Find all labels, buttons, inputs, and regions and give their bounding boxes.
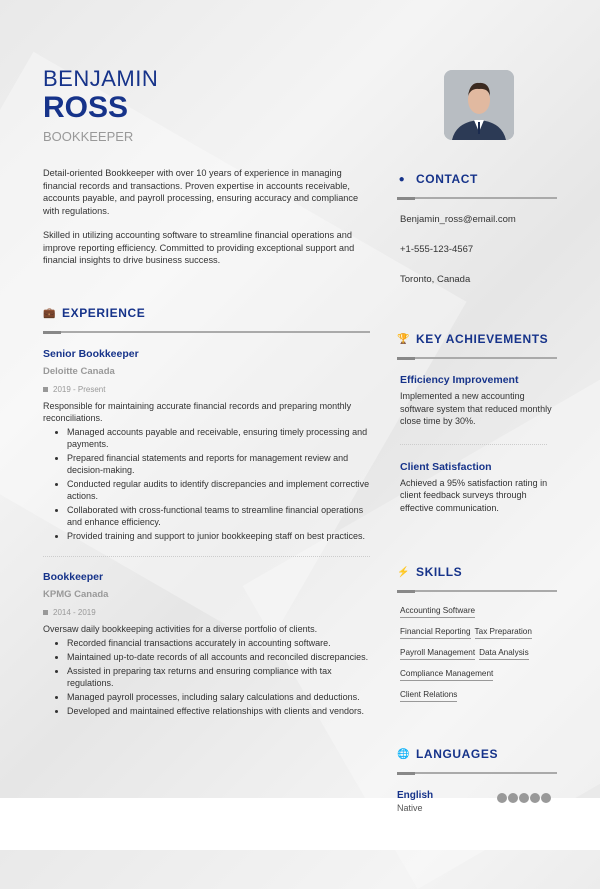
summary-paragraph: Detail-oriented Bookkeeper with over 10 years of experience in managing financial records and transactions. Proven expertise in accounts receivable, accounts payable, and payroll processing, ensuring accuracy and compliance with regulations. [43,168,359,216]
phone[interactable]: +1-555-123-4567 [400,244,474,255]
dates [43,608,370,617]
skill-tag: Accounting Software [400,606,475,618]
briefcase-icon: 💼 [43,307,57,319]
achievement [400,374,557,428]
job-title: BOOKKEEPER [43,129,134,144]
divider [397,357,557,359]
rating-dot [530,793,540,803]
skill-tag: Client Relations [400,690,457,702]
job-description: Responsible for maintaining accurate financial records and preparing monthly reconciliations. [43,401,352,423]
section-title: EXPERIENCE [62,306,146,320]
bullet: • Conducted regular audits to identify discrepancies and implement corrective actions. [67,478,370,502]
company: KPMG Canada [43,589,109,600]
bullet-list [67,637,370,717]
first-name: BENJAMIN [43,66,159,91]
bullet: • Maintained up-to-date records of all accounts and reconciled discrepancies. [67,651,370,663]
contact-section [397,172,557,285]
bullet: • Provided training and support to junior bookkeeping staff on best practices. [67,530,370,542]
divider [400,444,547,445]
achievement-title: Efficiency Improvement [400,374,519,386]
section-heading [397,747,557,761]
language-level: Native [397,803,423,813]
skills-section [397,565,557,702]
rating-dot [541,793,551,803]
divider [43,331,370,333]
bullet: • Developed and maintained effective relationships with clients and vendors. [67,705,370,717]
bullet: • Recorded financial transactions accurately in accounting software. [67,637,370,649]
section-heading [397,332,557,346]
profile-photo [444,70,514,140]
language-name: English [397,790,434,801]
section-heading [43,306,370,320]
achievement-text: Implemented a new accounting software system that reduced monthly close time by 30%. [400,391,552,426]
achievement-text: Achieved a 95% satisfaction rating in client feedback surveys through effective communication. [400,477,548,513]
job-entry [43,571,370,717]
job-description: Oversaw daily bookkeeping activities for a diverse portfolio of clients. [43,624,318,634]
section-title: KEY ACHIEVEMENTS [416,332,549,346]
trophy-icon: 🏆 [397,333,411,345]
skill-tag: Tax Preparation [475,627,532,639]
divider [397,772,557,774]
divider [397,590,557,592]
date-range: 2019 - Present [53,385,106,394]
bullet: • Prepared financial statements and reports for management review and decision-making. [67,452,370,476]
bullet: • Collaborated with cross-functional teams to streamline financial operations and enhance efficiency. [67,504,370,528]
skill-tag: Financial Reporting [400,627,471,639]
bullet: • Managed accounts payable and receivable, ensuring timely processing and payments. [67,426,370,450]
section-heading [397,172,557,186]
bullet-list [67,426,370,542]
globe-icon: 🌐 [397,748,411,760]
job-title: Bookkeeper [43,571,104,583]
company: Deloitte Canada [43,366,115,377]
calendar-icon [43,610,48,615]
last-name: ROSS [43,91,129,124]
bullet: • Assisted in preparing tax returns and ensuring compliance with tax regulations. [67,665,370,689]
section-title: SKILLS [416,565,463,579]
summary-paragraph: Skilled in utilizing accounting software to streamline financial operations and improve reporting efficiency. Committed to providing exceptional support and financial insights to drive business success. [43,230,355,265]
skill-tag: Compliance Management [400,669,493,681]
achievements-section [397,332,557,514]
language-item [397,790,557,813]
divider [397,197,557,199]
location: Toronto, Canada [400,274,471,285]
dates [43,385,370,394]
divider [43,556,370,557]
rating-dot [519,793,529,803]
lightning-icon: ⚡ [397,566,411,578]
skills-list [400,606,560,702]
section-heading [397,565,557,579]
rating-dot [508,793,518,803]
section-title: LANGUAGES [416,747,499,761]
skill-tag: Payroll Management [400,648,475,660]
user-icon: ● [398,173,406,185]
language-rating [497,790,552,808]
section-title: CONTACT [416,172,478,186]
bullet: • Managed payroll processes, including salary calculations and deductions. [67,691,370,703]
date-range: 2014 - 2019 [53,608,96,617]
calendar-icon [43,387,48,392]
achievement-title: Client Satisfaction [400,460,492,473]
achievement [400,461,557,515]
job-entry [43,348,370,542]
languages-section [397,747,557,813]
profile-summary [43,167,368,279]
email[interactable]: Benjamin_ross@email.com [400,214,516,225]
skill-tag: Data Analysis [479,648,529,660]
job-title: Senior Bookkeeper [43,348,139,360]
rating-dot [497,793,507,803]
experience-section [43,306,370,717]
